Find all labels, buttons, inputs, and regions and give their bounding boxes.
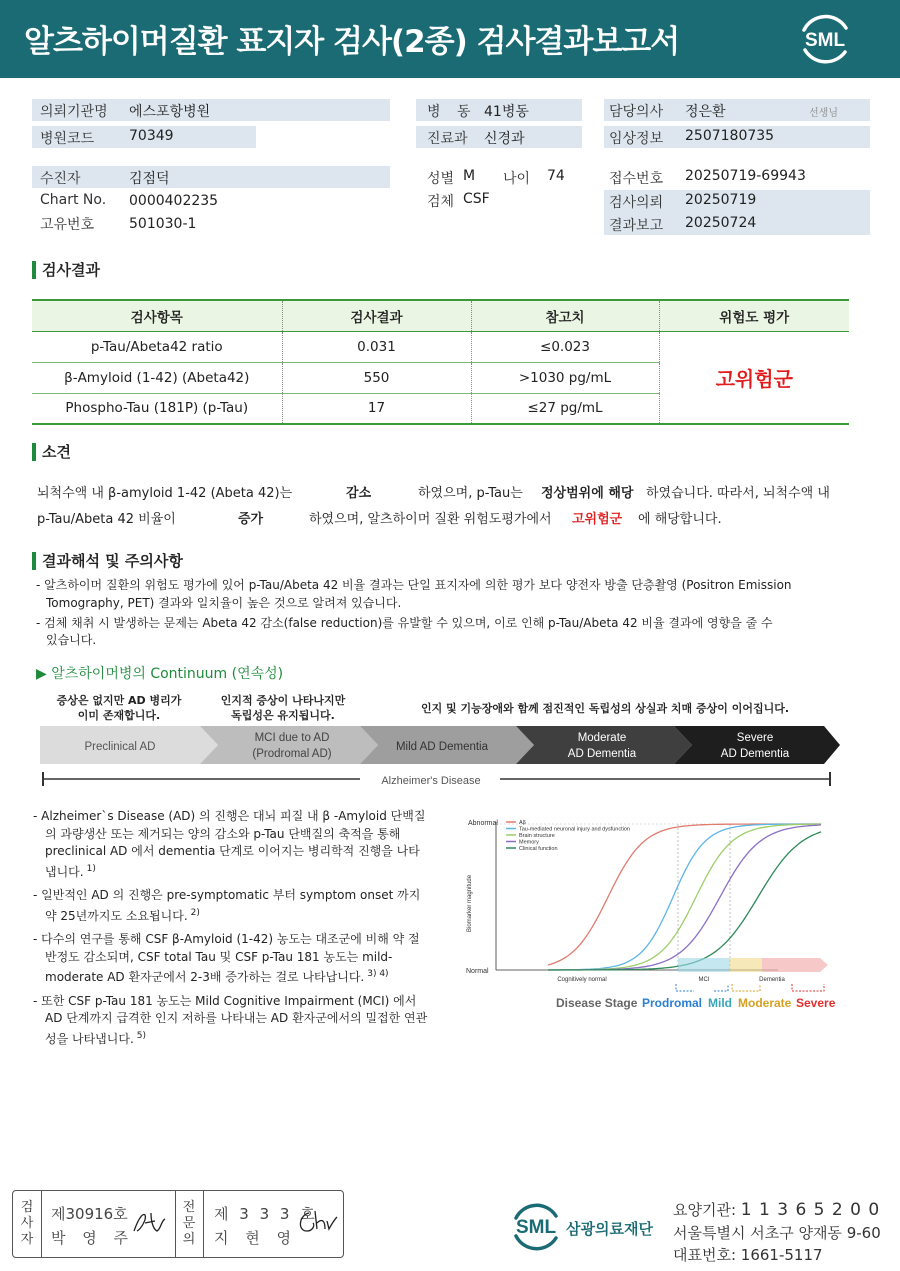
legend-label: Memory — [519, 839, 539, 846]
specialist-name: 지 현 영 — [214, 1229, 298, 1247]
dept-value: 신경과 — [484, 131, 525, 147]
doctor-value: 정은환 — [685, 104, 726, 120]
legend-label: Clinical function — [519, 846, 558, 852]
info-bar — [32, 166, 390, 188]
table-row — [32, 331, 849, 362]
interpretation-note: 있습니다. — [46, 633, 97, 647]
interpretation-note: - 검체 채취 시 발생하는 문제는 Abeta 42 감소(false reduction)를 유발할 수 있으며, 이로 인해 p-Tau/Abeta 42 비율 결과에 영향을 줄 수 — [36, 616, 773, 630]
interpretation-section-title: 결과해석 및 주의사항 — [32, 552, 183, 570]
facility-code-value: 1 1 3 6 5 2 0 0 — [740, 1200, 881, 1220]
x-label: Cognitively normal — [557, 977, 607, 983]
biomarker-chart — [458, 812, 848, 1016]
continuum-title: ▶ 알츠하이머병의 Continuum (연속성) — [36, 666, 284, 682]
divider — [41, 1191, 42, 1257]
column-header: 검사결과 — [282, 300, 471, 331]
results-table — [32, 299, 849, 425]
institution-value: 에스포항병원 — [129, 104, 211, 120]
stage-label-mild: Mild — [708, 996, 732, 1010]
tester-signature — [131, 1209, 169, 1237]
facility-code — [673, 1199, 880, 1220]
curve-series-3 — [548, 825, 821, 970]
stamp-head-specialist: 전문의 — [182, 1200, 196, 1247]
tester-name: 박 영 주 — [51, 1229, 135, 1247]
x-label: Dementia — [759, 977, 785, 983]
sml-logo-footer — [508, 1200, 564, 1252]
institution-label: 의뢰기관명 — [40, 104, 108, 120]
receipt-label: 접수번호 — [609, 171, 664, 187]
moderate-bracket — [732, 984, 760, 991]
interpretation-note: - 알츠하이머 질환의 위험도 평가에 있어 p-Tau/Abeta 42 비율 결과는 단일 표지자에 의한 평가 보다 양전자 방출 단층촬영 (Positron Emission — [36, 578, 792, 592]
brand-name: 삼광의료재단 — [566, 1220, 653, 1238]
test-item: Phospho-Tau (181P) (p-Tau) — [32, 393, 282, 424]
bullet-item — [33, 931, 428, 987]
chart-value: 0000402235 — [129, 193, 219, 209]
patient-value: 김점덕 — [129, 171, 170, 187]
table-header-row — [32, 300, 849, 331]
test-reference: ≤0.023 — [471, 331, 659, 362]
y-label-top: Abnormal — [468, 820, 498, 827]
bullet-list — [33, 808, 428, 1054]
stage-label: Moderate — [577, 732, 627, 744]
stage-label: MCI due to AD — [254, 732, 330, 744]
svg-text:SML: SML — [804, 30, 846, 51]
column-header: 위험도 평가 — [659, 300, 849, 331]
request-label: 검사의뢰 — [609, 195, 664, 211]
chart-legend — [506, 820, 630, 852]
stage-label-prodromal: Prodromal — [642, 996, 703, 1010]
legend-label: Brain structure — [519, 833, 555, 839]
findings-section-title: 소견 — [32, 443, 71, 461]
y-axis-title: Biomarker magnitude — [467, 874, 473, 932]
bullet-item — [33, 808, 428, 881]
report-header — [0, 0, 900, 78]
reference-mark: 2) — [190, 907, 200, 918]
findings-text-part: p-Tau/Abeta 42 비율이 — [37, 512, 176, 527]
caption-line: 이미 존재합니다. — [77, 709, 161, 722]
curve-series-0 — [548, 824, 821, 965]
test-item: β-Amyloid (1-42) (Abeta42) — [32, 362, 282, 393]
stage-label-disease: Disease Stage — [556, 996, 638, 1010]
disease-axis — [40, 770, 836, 790]
phone-label: 대표번호: — [673, 1246, 737, 1264]
sex-value: M — [463, 168, 476, 184]
findings-text-part: 에 해당합니다. — [638, 512, 722, 527]
receipt-value: 20250719-69943 — [685, 168, 806, 184]
prodromal-bracket — [676, 984, 728, 991]
severe-band — [762, 958, 828, 972]
bullet-item — [33, 993, 428, 1049]
test-reference: >1030 pg/mL — [471, 362, 659, 393]
dept-label: 진료과 — [427, 131, 468, 147]
hospital-code-label: 병원코드 — [40, 131, 95, 147]
continuum-caption — [44, 693, 194, 723]
age-label: 나이 — [503, 171, 531, 187]
moderate-band — [730, 958, 762, 972]
divider — [175, 1191, 176, 1257]
tester-license: 제30916호 — [51, 1205, 128, 1223]
patient-label: 수진자 — [40, 171, 81, 187]
sex-label: 성별 — [427, 171, 455, 187]
caption-line: 독립성은 유지됩니다. — [231, 709, 335, 722]
stage-label: AD Dementia — [567, 748, 637, 760]
clinical-value: 2507180735 — [685, 128, 775, 144]
continuum-arrow-diagram — [40, 724, 842, 766]
bullet-text: - 일반적인 AD 의 진행은 pre-symptomatic 부터 symptom onset 까지 약 25년까지도 소요됩니다. — [33, 888, 421, 923]
legend-label: Tau-mediated neuronal injury and dysfunction — [519, 826, 630, 833]
reference-mark: 3) 4) — [367, 969, 389, 979]
bullet-text: - 다수의 연구를 통해 CSF β-Amyloid (1-42) 농도는 대조군에 비해 약 절반정도 감소되며, CSF total Tau 및 CSF p-Tau 181 농도는 mild-moderate AD 환자군에서 2-3배 증가하는 걸로 나타납니다. — [33, 932, 420, 984]
risk-assessment: 고위험군 — [715, 366, 793, 391]
doctor-label: 담당의사 — [609, 104, 664, 120]
stage-label: AD Dementia — [720, 748, 790, 760]
clinical-label: 임상정보 — [609, 131, 664, 147]
report-value: 20250724 — [685, 215, 757, 231]
biomarker-curves — [548, 824, 821, 970]
y-label-bottom: Normal — [466, 968, 489, 975]
phone — [673, 1244, 823, 1265]
test-result: 0.031 — [282, 331, 471, 362]
findings-text-part: 뇌척수액 내 β-amyloid 1-42 (Abeta 42)는 — [37, 486, 293, 501]
specimen-value: CSF — [463, 191, 490, 207]
uid-value: 501030-1 — [129, 216, 197, 232]
age-value: 74 — [547, 168, 565, 184]
findings-text-part: 하였으며, p-Tau는 — [418, 486, 523, 501]
findings-emphasis: 정상범위에 해당 — [541, 486, 634, 501]
legend-label: Aβ — [519, 820, 526, 826]
x-label: MCI — [698, 977, 710, 983]
stage-label-severe: Severe — [796, 996, 836, 1010]
reference-mark: 1) — [86, 863, 96, 874]
interpretation-note: Tomography, PET) 결과와 일치율이 높은 것으로 알려져 있습니다. — [46, 596, 402, 610]
sml-logo — [796, 12, 854, 66]
mci-band — [678, 958, 730, 972]
bullet-item — [33, 887, 428, 925]
phone-value: 1661-5117 — [740, 1246, 823, 1264]
stage-label: Severe — [736, 732, 774, 744]
continuum-caption — [206, 693, 360, 723]
column-header: 참고치 — [471, 300, 659, 331]
continuum-caption: 인지 및 기능장애와 함께 점진적인 독립성의 상실과 치매 증상이 이어집니다. — [420, 702, 790, 715]
test-result: 17 — [282, 393, 471, 424]
findings-emphasis: 감소 — [346, 486, 372, 501]
hospital-code-value: 70349 — [129, 128, 174, 144]
bullet-text: - Alzheimer`s Disease (AD) 의 진행은 대뇌 피질 내 β -Amyloid 단백질의 과량생산 또는 제거되는 양의 감소와 p-Tau 단백질의 축적을 통해 preclinical AD 에서 dementia 단계로 이어지는 병리학적 진행을 나타냅니다. — [33, 809, 426, 879]
ward-value: 41병동 — [484, 104, 529, 120]
specialist-signature — [295, 1207, 339, 1237]
specialist-license: 제 3 3 3 호 — [214, 1205, 318, 1223]
bullet-text: - 또한 CSF p-Tau 181 농도는 Mild Cognitive Impairment (MCI) 에서 AD 단계까지 급격한 인지 저하를 나타내는 AD 환자군에서의 밀접한 연관성을 나타냅니다. — [33, 993, 428, 1046]
results-section-title: 검사결과 — [32, 261, 100, 279]
column-header: 검사항목 — [32, 300, 282, 331]
signature-box — [12, 1190, 344, 1258]
caption-line: 인지적 증상이 나타나지만 — [220, 694, 346, 707]
stamp-head-tester: 검사자 — [20, 1200, 34, 1247]
axis-label: Alzheimer's Disease — [381, 775, 481, 787]
findings-text-part: 하였으며, 알츠하이머 질환 위험도평가에서 — [309, 512, 552, 527]
risk-cell — [659, 331, 849, 424]
findings-text-part: 하였습니다. 따라서, 뇌척수액 내 — [646, 486, 830, 501]
uid-label: 고유번호 — [40, 217, 95, 233]
stage-label-moderate: Moderate — [738, 996, 792, 1010]
findings-emphasis: 증가 — [238, 512, 264, 527]
stage-label: Mild AD Dementia — [395, 741, 489, 753]
caption-line: 증상은 없지만 AD 병리가 — [56, 694, 182, 707]
address: 서울특별시 서초구 양재동 9-60 — [673, 1224, 881, 1242]
doctor-suffix: 선생님 — [809, 108, 838, 119]
report-title: 알츠하이머질환 표지자 검사(2종) 검사결과보고서 — [24, 24, 680, 60]
test-result: 550 — [282, 362, 471, 393]
facility-code-label: 요양기관: — [673, 1201, 737, 1219]
test-item: p-Tau/Abeta42 ratio — [32, 331, 282, 362]
report-label: 결과보고 — [609, 218, 664, 234]
divider — [203, 1191, 204, 1257]
reference-mark: 5) — [136, 1030, 147, 1041]
severe-bracket — [792, 984, 824, 991]
stage-label: Preclinical AD — [84, 741, 156, 753]
ward-label: 병 동 — [427, 104, 477, 120]
stage-label: (Prodromal AD) — [252, 748, 332, 760]
svg-text:SML: SML — [515, 1217, 557, 1238]
findings-risk: 고위험군 — [572, 512, 623, 527]
test-reference: ≤27 pg/mL — [471, 393, 659, 424]
chart-label: Chart No. — [40, 192, 107, 208]
request-value: 20250719 — [685, 192, 757, 208]
specimen-label: 검체 — [427, 194, 455, 210]
